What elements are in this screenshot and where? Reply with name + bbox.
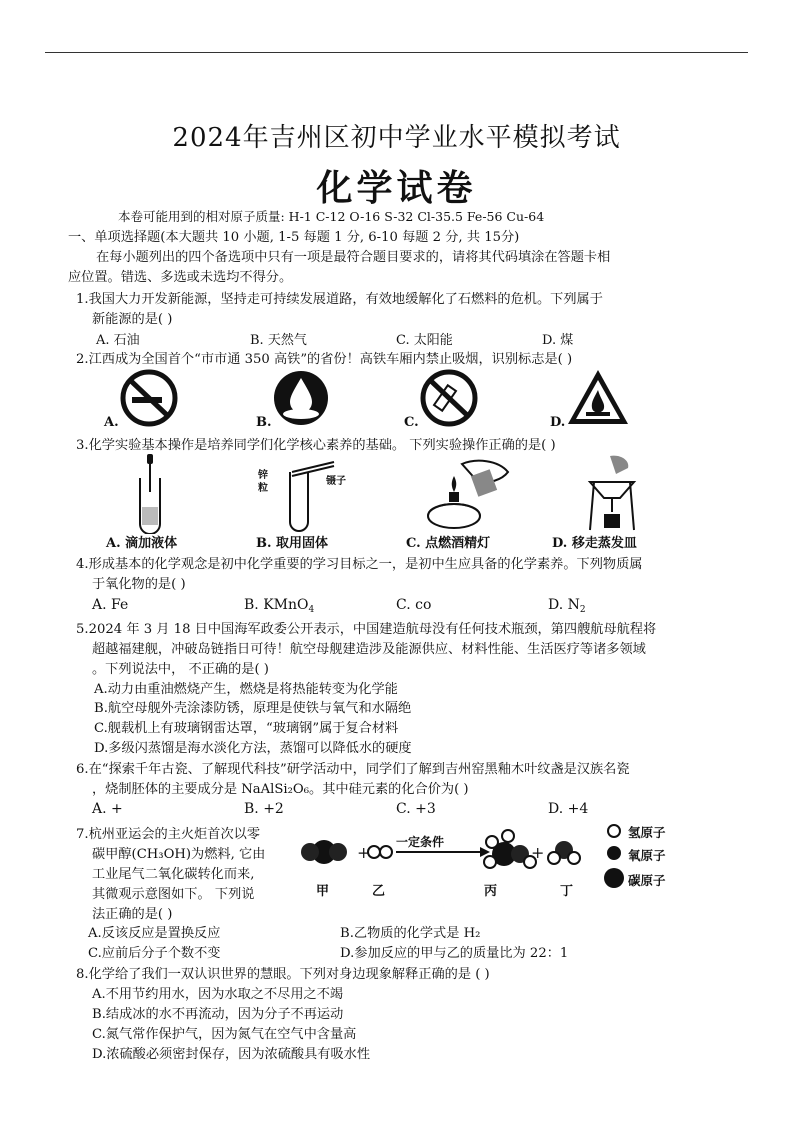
q8-option-d[interactable]: D.浓硫酸必须密封保存，因为浓硫酸具有吸水性: [92, 1047, 371, 1062]
label-bing: 丙: [484, 884, 498, 899]
exam-subject: 化学试卷: [316, 167, 477, 209]
q7-option-d[interactable]: D.参加反应的甲与乙的质量比为 22：1: [340, 946, 569, 961]
q1-stem-1: 1.我国大力开发新能源，坚持走可持续发展道路，有效地缓解化了石燃料的危机。下列属于: [76, 292, 603, 307]
q5-option-d[interactable]: D.多级闪蒸馏是海水淡化方法，蒸馏可以降低水的硬度: [94, 741, 412, 756]
plus-sign-2: +: [531, 843, 545, 862]
q6-stem-1: 6.在“探索千年古瓷、了解现代科技”研学活动中，同学们了解到吉州窑黑釉木叶纹盏是汉族名瓷: [76, 762, 630, 777]
section-instructions-2: 应位置。错选、多选或未选均不得分。: [68, 270, 293, 285]
atomic-masses: 本卷可能用到的相对原子质量: H-1 C-12 O-16 S-32 Cl-35.5 Fe-56 Cu-64: [118, 209, 545, 224]
q1-option-c[interactable]: C. 太阳能: [396, 333, 453, 348]
q6-option-a[interactable]: A. +: [92, 801, 123, 817]
legend-carbon: 碳原子: [628, 873, 666, 888]
reaction-microscopic-diagram: [296, 826, 606, 886]
q6-stem-2: ，烧制胚体的主要成分是 NaAlSi₂O₆。其中硅元素的化合价为( ): [92, 782, 469, 797]
q1-stem-2: 新能源的是( ): [92, 312, 173, 327]
q2-stem: 2.江西成为全国首个“市市通 350 高铁”的省份！高铁车厢内禁止吸烟，识别标志是( ): [76, 352, 573, 367]
q7-option-c[interactable]: C.应前后分子个数不变: [88, 946, 221, 961]
water-drop-sign-b[interactable]: [270, 368, 332, 428]
q2-label-a: A.: [104, 415, 119, 430]
q3-caption-b: B. 取用固体: [256, 536, 329, 551]
label-jia: 甲: [316, 884, 330, 899]
label-ding: 丁: [560, 884, 574, 899]
q3-caption-c: C. 点燃酒精灯: [406, 536, 491, 551]
reaction-condition: 一定条件: [396, 835, 445, 849]
tweezer-test-tube-illustration: [258, 458, 350, 534]
q3-stem: 3.化学实验基本操作是培养同学们化学核心素养的基础。 下列实验操作正确的是( ): [76, 438, 556, 453]
q4-option-d[interactable]: D. $N_2$: [548, 597, 586, 615]
q1-option-a[interactable]: A. 石油: [96, 333, 140, 348]
q3-caption-d: D. 移走蒸发皿: [552, 536, 637, 551]
plus-sign-1: +: [357, 843, 371, 862]
q5-stem-2: 超越福建舰，冲破岛链指日可待！航空母舰建造涉及能源供应、材料性能、生活医疗等诸多领域: [92, 642, 646, 657]
q8-stem: 8.化学给了我们一双认识世界的慧眼。下列对身边现象解释正确的是 ( ): [76, 967, 490, 982]
q8-option-c[interactable]: C.氮气常作保护气，因为氮气在空气中含量高: [92, 1027, 357, 1042]
q8-option-a[interactable]: A.不用节约用水，因为水取之不尽用之不竭: [92, 987, 344, 1002]
header-rule: [45, 52, 748, 53]
q5-option-a[interactable]: A.动力由重油燃烧产生，燃烧是将热能转变为化学能: [94, 682, 398, 697]
exam-title: 2024年吉州区初中学业水平模拟考试: [172, 123, 621, 153]
section-instructions-1: 在每小题列出的四个备选项中只有一项是最符合题目要求的，请将其代码填涂在答题卡相: [96, 250, 611, 265]
legend-hydrogen: 氢原子: [628, 825, 666, 840]
flammable-warning-sign-d[interactable]: [564, 366, 632, 428]
section-heading: 一、单项选择题(本大题共 10 小题, 1-5 每题 1 分, 6-10 每题 2 分, 共 15分): [68, 230, 520, 245]
q7-stem-4: 其微观示意图如下。 下列说: [92, 887, 255, 902]
dropper-test-tube-illustration: [130, 452, 170, 534]
label-yi: 乙: [372, 884, 386, 899]
evaporating-dish-illustration: [580, 452, 644, 534]
q6-option-b[interactable]: B. +2: [244, 801, 284, 817]
legend-oxygen: 氧原子: [628, 848, 666, 863]
q8-option-b[interactable]: B.结成冰的水不再流动，因为分子不再运动: [92, 1007, 344, 1022]
q7-stem-3: 工业尾气二氧化碳转化而来,: [92, 867, 255, 882]
q5-stem-1: 5.2024 年 3 月 18 日中国海军政委公开表示，中国建造航母没有任何技术瓶颈，第四艘航母航程将: [76, 622, 657, 637]
q7-option-b[interactable]: B.乙物质的化学式是 H₂: [340, 926, 481, 941]
tweezer-label: 镊子: [326, 476, 346, 487]
no-smoking-sign-a[interactable]: [118, 368, 180, 428]
q7-stem-5: 法正确的是( ): [92, 907, 173, 922]
atom-legend-icons: [602, 822, 626, 892]
q7-option-a[interactable]: A.反该反应是置换反应: [88, 926, 221, 941]
q4-option-c[interactable]: C. co: [396, 597, 432, 613]
alcohol-lamp-lighting-illustration: [418, 454, 514, 534]
no-smoking-sign-c[interactable]: [418, 368, 480, 428]
q5-stem-3: 。下列说法中， 不正确的是( ): [92, 662, 269, 677]
q2-label-b: B.: [256, 415, 272, 430]
q4-stem-1: 4.形成基本的化学观念是初中化学重要的学习目标之一，是初中生应具备的化学素养。下列物质属: [76, 557, 643, 572]
q6-option-d[interactable]: D. +4: [548, 801, 589, 817]
zinc-label-1: 锌: [258, 470, 268, 481]
q7-stem-2: 碳甲醇(CH₃OH)为燃料, 它由: [92, 847, 266, 862]
q1-option-b[interactable]: B. 天然气: [250, 333, 307, 348]
q4-stem-2: 于氧化物的是( ): [92, 577, 186, 592]
q4-option-a[interactable]: A. Fe: [92, 597, 129, 613]
q7-stem-1: 7.杭州亚运会的主火炬首次以零: [76, 827, 261, 842]
q5-option-b[interactable]: B.航空母舰外壳涂漆防锈，原理是使铁与氧气和水隔绝: [94, 701, 412, 716]
q2-label-c: C.: [404, 415, 419, 430]
q3-caption-a: A. 滴加液体: [106, 536, 178, 551]
q6-option-c[interactable]: C. +3: [396, 801, 436, 817]
q1-option-d[interactable]: D. 煤: [542, 333, 574, 348]
zinc-label-2: 粒: [258, 483, 268, 494]
q2-label-d: D.: [550, 415, 566, 430]
q4-option-b[interactable]: B. KMnO$_4$: [244, 597, 315, 615]
q5-option-c[interactable]: C.舰载机上有玻璃钢雷达罩，“玻璃钢”属于复合材料: [94, 721, 399, 736]
